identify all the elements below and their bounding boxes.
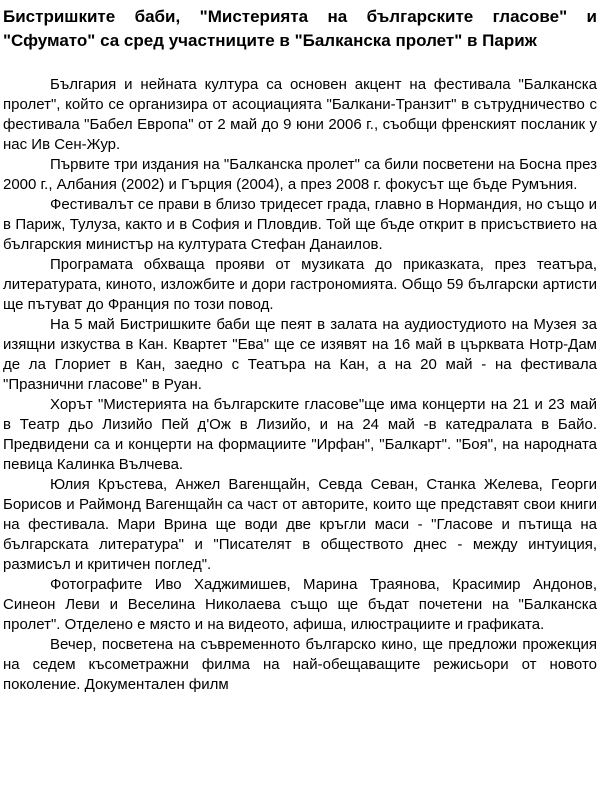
article-paragraph: Фотографите Иво Хаджимишев, Марина Траянова, Красимир Андонов, Синеон Леви и Веселина Николаева също ще бъдат почетени на "Балканска пролет". Отделено е място и на видеото, афиша, илюстрациите и графиката. [3,576,597,633]
article-paragraph: България и нейната култура са основен акцент на фестивала "Балканска пролет", който се организира от асоциацията "Балкани-Транзит" в сътрудничество с фестивала "Бабел Европа" от 2 май до 9 юни 2006 г., съобщи френският посланик у нас Ив Сен-Жур. [3,76,597,153]
article-paragraph: Първите три издания на "Балканска пролет" са били посветени на Босна през 2000 г., Албания (2002) и Гърция (2004), а през 2008 г. фокусът ще бъде Румъния. [3,156,597,193]
article-paragraph: Хорът "Мистерията на българските гласове"ще има концерти на 21 и 23 май в Театр дьо Лизийо Пей д'Ож в Лизийо, и на 24 май -в катедралата в Байо. Предвидени са и концерти на формациите "Ирфан", "Балкарт". "Боя", на народната певица Калинка Вълчева. [3,396,597,473]
article-paragraph: На 5 май Бистришките баби ще пеят в залата на аудиостудиото на Музея за изящни изкуства в Кан. Квартет "Ева" ще се изявят на 16 май в църквата Нотр-Дам де ла Глориет в Кан, заедно с Театъра на Кан, а на 20 май - на фестивала "Празнични гласове" в Руан. [3,316,597,393]
article-paragraph: Фестивалът се прави в близо тридесет града, главно в Нормандия, но също и в Париж, Тулуза, както и в София и Пловдив. Той ще бъде открит в присъствието на българския министър на културата Стефан Данаилов. [3,196,597,253]
article-paragraph: Юлия Кръстева, Анжел Вагенщайн, Севда Севан, Станка Желева, Георги Борисов и Раймонд Вагенщайн са част от авторите, които ще представят свои книги на фестивала. Мари Врина ще води две кръгли маси - "Гласове и пътища на българската литература" и "Писателят в обществото днес - между интуиция, размисъл и критичен поглед". [3,476,597,573]
article-heading: Бистришките баби, "Мистерията на българските гласове" и "Сфумато" са сред участниците в "Балканска пролет" в Париж [3,7,597,50]
article-body [0,75,600,695]
article-paragraph: Програмата обхваща прояви от музиката до приказката, през театъра, литературата, киното, изложбите и дори гастрономията. Общо 59 български артисти ще пътуват до Франция по този повод. [3,256,597,313]
article-paragraph-truncated: Вечер, посветена на съвременното българско кино, ще предложи прожекция на седем късометражни филма на най-обещаващите режисьори от новото поколение. Документален филм [3,636,597,693]
